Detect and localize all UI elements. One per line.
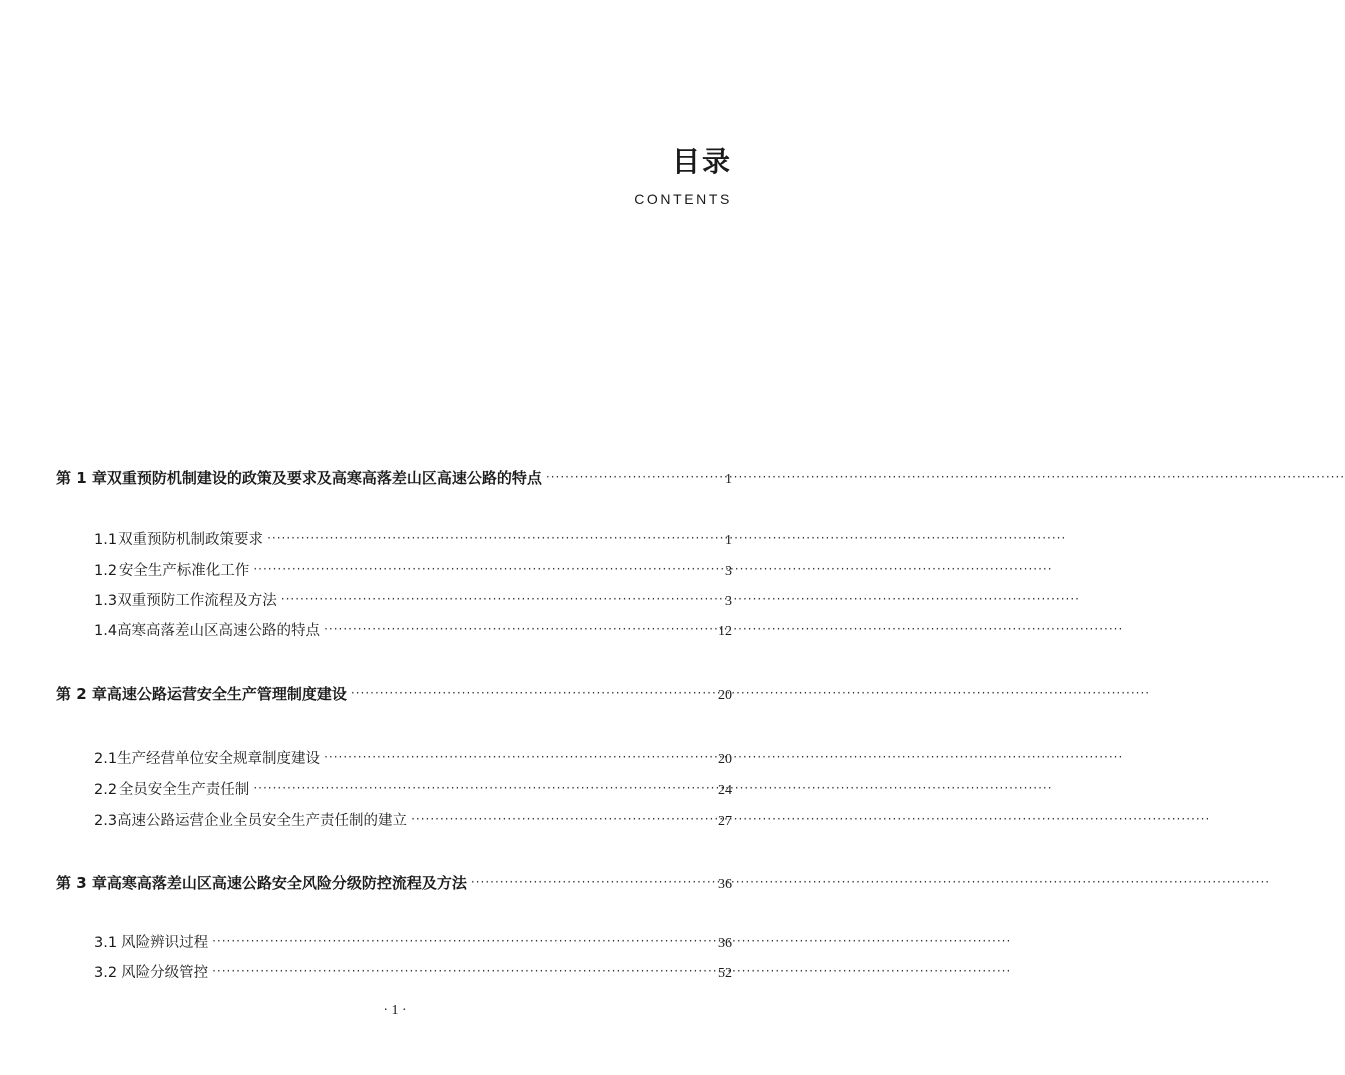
chapter-number: 第 2 章 [56, 685, 107, 703]
page-number: 3 [725, 594, 732, 609]
toc-section-3-2[interactable] [94, 962, 732, 984]
section-title: 风险分级管控 [121, 965, 209, 981]
section-number: 1.3 [94, 593, 118, 609]
section-title: 生产经营单位安全规章制度建设 [117, 751, 321, 767]
page-number: 20 [718, 688, 732, 703]
section-number: 1.4 [94, 623, 118, 639]
section-title: 全员安全生产责任制 [118, 782, 250, 798]
leader-dots [281, 588, 704, 610]
toc-section-3-1[interactable] [94, 932, 732, 954]
leader-dots [351, 682, 704, 704]
page-number: 27 [718, 814, 732, 829]
section-title: 高速公路运营企业全员安全生产责任制的建立 [117, 813, 408, 829]
section-number: 1.1 [94, 532, 118, 548]
chapter-title: 双重预防机制建设的政策及要求及高寒高落差山区高速公路的特点 [106, 469, 542, 487]
chapter-number: 第 1 章 [56, 469, 107, 487]
toc-section-1-4[interactable] [94, 620, 732, 642]
section-number: 1.2 [94, 563, 118, 579]
page-number: 20 [718, 752, 732, 767]
chapter-title: 高寒高落差山区高速公路安全风险分级防控流程及方法 [106, 874, 467, 892]
page-number: 12 [718, 624, 732, 639]
leader-dots [253, 558, 704, 580]
leader-dots [253, 777, 704, 799]
leader-dots [324, 746, 704, 768]
leader-dots [411, 808, 704, 830]
leader-dots [471, 871, 704, 893]
leader-dots [267, 527, 704, 549]
toc-section-1-2[interactable] [94, 560, 732, 582]
toc-section-1-1[interactable] [94, 529, 732, 551]
section-number: 2.1 [94, 751, 118, 767]
section-number: 2.3 [94, 813, 118, 829]
page-title: 目录 [671, 145, 732, 178]
section-title: 双重预防工作流程及方法 [117, 593, 277, 609]
leader-dots [546, 466, 704, 488]
section-title: 风险辨识过程 [121, 935, 209, 951]
page-number: 1 [725, 533, 732, 548]
section-title: 高寒高落差山区高速公路的特点 [117, 623, 321, 639]
toc-section-2-3[interactable] [94, 810, 732, 832]
leader-dots [212, 930, 704, 952]
page-number: 24 [718, 783, 732, 798]
page-number: 3 [725, 564, 732, 579]
page-number: 1 [725, 472, 732, 487]
section-number: 3.2 [94, 965, 118, 981]
toc-section-2-2[interactable] [94, 779, 732, 801]
page-number: 36 [718, 877, 732, 892]
leader-dots [212, 960, 704, 982]
leader-dots [324, 618, 704, 640]
footer-page-number: · 1 · [383, 1003, 407, 1018]
section-title: 安全生产标准化工作 [118, 563, 250, 579]
section-number: 2.2 [94, 782, 118, 798]
toc-chapter-3[interactable] [56, 872, 732, 894]
page-subtitle: CONTENTS [634, 191, 732, 207]
section-number: 3.1 [94, 935, 118, 951]
page-number: 52 [718, 966, 732, 981]
toc-chapter-2[interactable] [56, 683, 732, 705]
page-number: 36 [718, 936, 732, 951]
toc-section-1-3[interactable] [94, 590, 732, 612]
toc-section-2-1[interactable] [94, 748, 732, 770]
section-title: 双重预防机制政策要求 [118, 532, 264, 548]
chapter-title: 高速公路运营安全生产管理制度建设 [106, 685, 347, 703]
toc-chapter-1[interactable] [56, 467, 732, 489]
chapter-number: 第 3 章 [56, 874, 107, 892]
